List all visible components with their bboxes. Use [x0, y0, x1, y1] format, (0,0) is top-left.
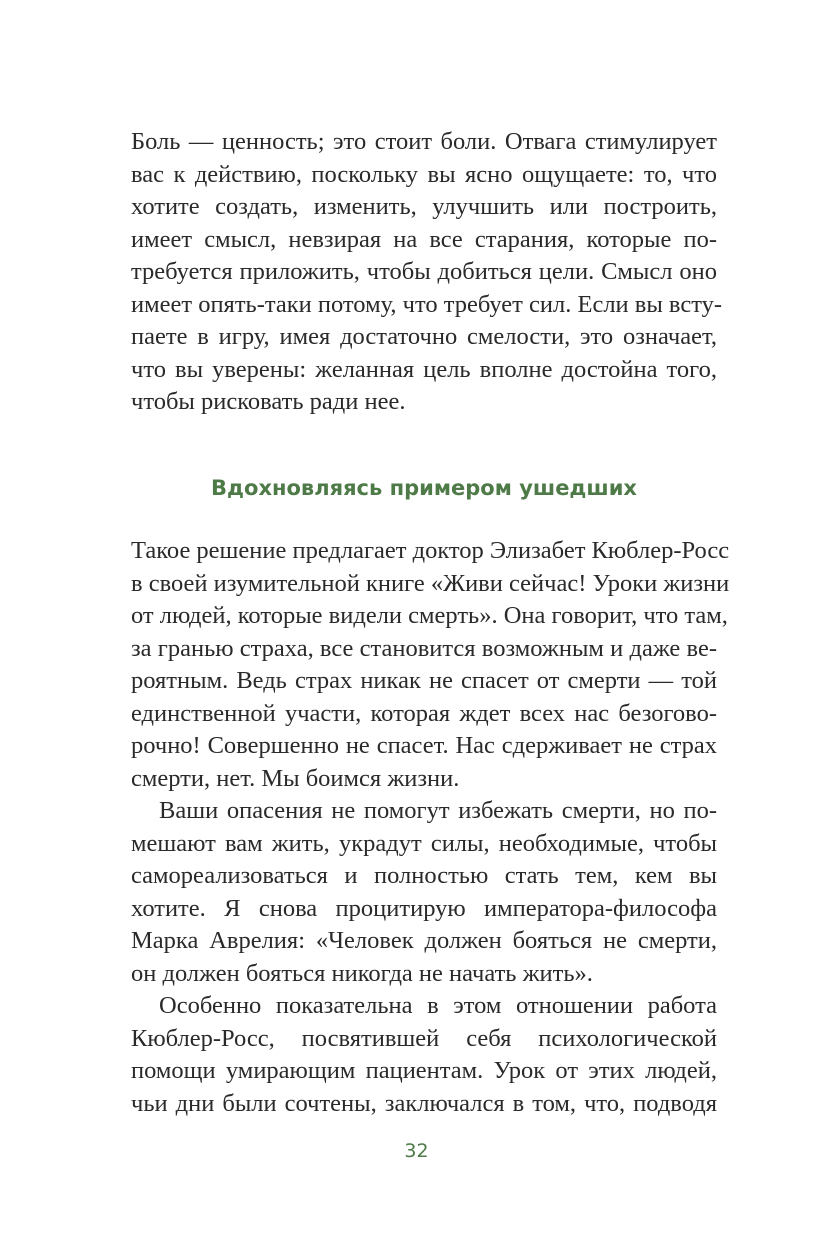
text-line: роятным. Ведь страх никак не спасет от смерти — той: [131, 667, 717, 694]
text-line: за гранью страха, все становится возможным и даже ве-: [131, 634, 717, 662]
text-line: имеет смысл, невзирая на все старания, которые по-: [131, 225, 717, 253]
section-heading: Вдохновляясь примером ушедших: [211, 476, 637, 500]
text-line: Кюблер-Росс, посвятившей себя психологической: [131, 1024, 717, 1052]
text-line: имеет опять-таки потому, что требует сил. Если вы всту-: [131, 290, 723, 318]
text-line: в своей изумительной книге «Живи сейчас! Уроки жизни: [131, 569, 730, 597]
intro-paragraph: [131, 126, 723, 419]
body-text: [131, 535, 730, 1120]
text-line: смерти, нет. Мы боимся жизни.: [131, 764, 460, 792]
text-line: хотите. Я снова процитирую императора-философа: [131, 894, 717, 922]
text-line: мешают вам жить, украдут силы, необходимые, чтобы: [131, 829, 717, 857]
page-number: 32: [404, 1140, 429, 1162]
text-line: помощи умирающим пациентам. Урок от этих людей,: [131, 1057, 717, 1084]
text-line: Боль — ценность; это стоит боли. Отвага стимулирует: [131, 128, 717, 155]
text-line: Марка Аврелия: «Человек должен бояться не смерти,: [131, 927, 717, 954]
text-line: чтобы рисковать ради нее.: [131, 388, 406, 415]
text-line: от людей, которые видели смерть». Она говорит, что там,: [131, 602, 728, 629]
text-line: хотите создать, изменить, улучшить или построить,: [131, 193, 717, 220]
text-line: Особенно показательна в этом отношении работа: [159, 992, 717, 1019]
text-line: рочно! Совершенно не спасет. Нас сдерживает не страх: [131, 732, 717, 759]
text-line: требуется приложить, чтобы добиться цели. Смысл оно: [131, 258, 717, 285]
text-line: самореализоваться и полностью стать тем, кем вы: [131, 862, 717, 889]
text-line: что вы уверены: желанная цель вполне достойна того,: [131, 355, 717, 383]
text-line: чьи дни были сочтены, заключался в том, что, подводя: [131, 1089, 717, 1117]
text-line: Такое решение предлагает доктор Элизабет Кюблер-Росс: [131, 537, 730, 564]
text-line: Ваши опасения не помогут избежать смерти, но по-: [159, 797, 717, 824]
text-line: паете в игру, имея достаточно смелости, это означает,: [131, 323, 717, 350]
text-line: единственной участи, которая ждет всех нас безогово-: [131, 699, 717, 727]
text-line: он должен бояться никогда не начать жить».: [131, 959, 593, 987]
text-line: вас к действию, поскольку вы ясно ощущаете: то, что: [131, 160, 717, 188]
